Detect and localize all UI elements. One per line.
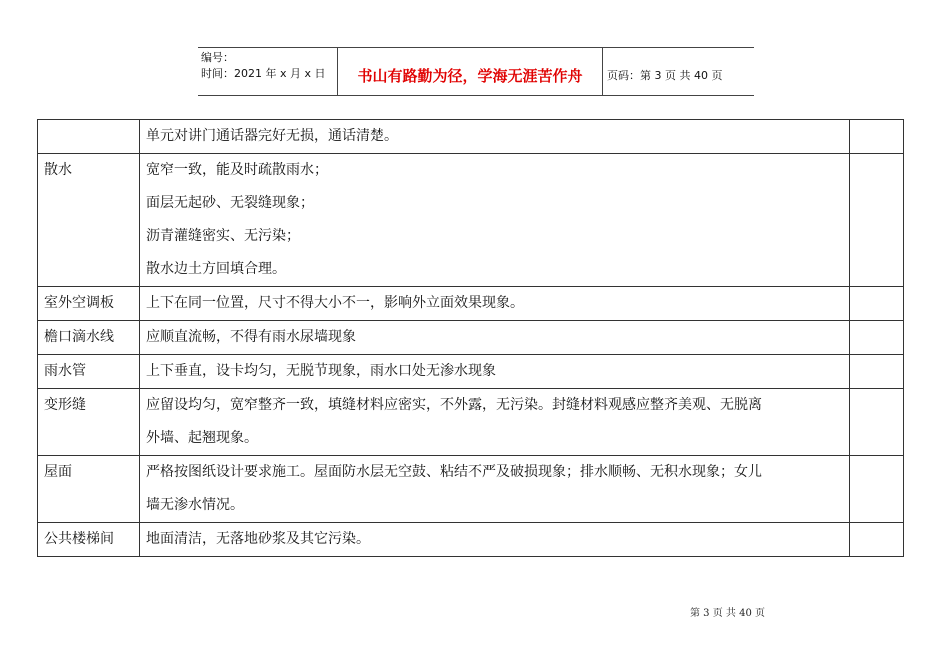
table-row	[38, 287, 904, 321]
requirement-cell	[140, 523, 850, 557]
table-row	[38, 389, 904, 456]
requirement-line: 宽窄一致，能及时疏散雨水；	[146, 162, 328, 178]
header-divider	[602, 48, 603, 95]
requirement-line: 散水边土方回填合理。	[146, 261, 286, 277]
item-label: 变形缝	[44, 397, 86, 413]
table-row	[38, 321, 904, 355]
time-label: 时间：2021 年 x 月 x 日	[201, 67, 326, 80]
requirement-line: 上下垂直，设卡均匀，无脱节现象，雨水口处无渗水现象	[146, 363, 496, 379]
result-cell	[850, 154, 904, 287]
header-meta	[201, 50, 326, 82]
requirement-cell	[140, 287, 850, 321]
item-cell	[38, 389, 140, 456]
result-cell	[850, 389, 904, 456]
requirement-cell	[140, 355, 850, 389]
item-cell	[38, 355, 140, 389]
table-row	[38, 456, 904, 523]
header-motto: 书山有路勤为径，学海无涯苦作舟	[357, 67, 583, 85]
result-cell	[850, 355, 904, 389]
table-row	[38, 154, 904, 287]
item-cell	[38, 120, 140, 154]
requirement-line: 墙无渗水情况。	[146, 497, 244, 513]
requirement-line: 应留设均匀，宽窄整齐一致，填缝材料应密实，不外露，无污染。封缝材料观感应整齐美观、无脱离	[146, 397, 762, 413]
inspection-table	[37, 119, 904, 557]
item-cell	[38, 321, 140, 355]
requirement-cell	[140, 456, 850, 523]
requirement-line: 外墙、起翘现象。	[146, 430, 258, 446]
requirement-line: 沥青灌缝密实、无污染；	[146, 228, 300, 244]
item-label: 室外空调板	[44, 295, 114, 311]
result-cell	[850, 523, 904, 557]
item-label: 雨水管	[44, 363, 86, 379]
item-label: 公共楼梯间	[44, 531, 114, 547]
requirement-line: 单元对讲门通话器完好无损，通话清楚。	[146, 128, 398, 144]
requirement-cell	[140, 154, 850, 287]
result-cell	[850, 321, 904, 355]
requirement-line: 地面清洁，无落地砂浆及其它污染。	[146, 531, 370, 547]
result-cell	[850, 120, 904, 154]
page-header	[198, 47, 754, 96]
table-row	[38, 355, 904, 389]
result-cell	[850, 287, 904, 321]
header-page-info: 页码：第 3 页 共 40 页	[607, 69, 723, 82]
item-cell	[38, 456, 140, 523]
requirement-line: 面层无起砂、无裂缝现象；	[146, 195, 314, 211]
item-cell	[38, 154, 140, 287]
item-cell	[38, 523, 140, 557]
requirement-cell	[140, 321, 850, 355]
table-row	[38, 120, 904, 154]
requirement-line: 上下在同一位置，尺寸不得大小不一，影响外立面效果现象。	[146, 295, 524, 311]
requirement-cell	[140, 389, 850, 456]
item-label: 散水	[44, 162, 72, 178]
requirement-cell	[140, 120, 850, 154]
requirement-line: 应顺直流畅，不得有雨水尿墙现象	[146, 329, 356, 345]
page-footer: 第 3 页 共 40 页	[690, 608, 765, 619]
item-label: 檐口滴水线	[44, 329, 114, 345]
table-row	[38, 523, 904, 557]
item-label: 屋面	[44, 464, 72, 480]
result-cell	[850, 456, 904, 523]
item-cell	[38, 287, 140, 321]
requirement-line: 严格按图纸设计要求施工。屋面防水层无空鼓、粘结不严及破损现象；排水顺畅、无积水现象；女儿	[146, 464, 762, 480]
serial-label: 编号：	[201, 51, 234, 64]
